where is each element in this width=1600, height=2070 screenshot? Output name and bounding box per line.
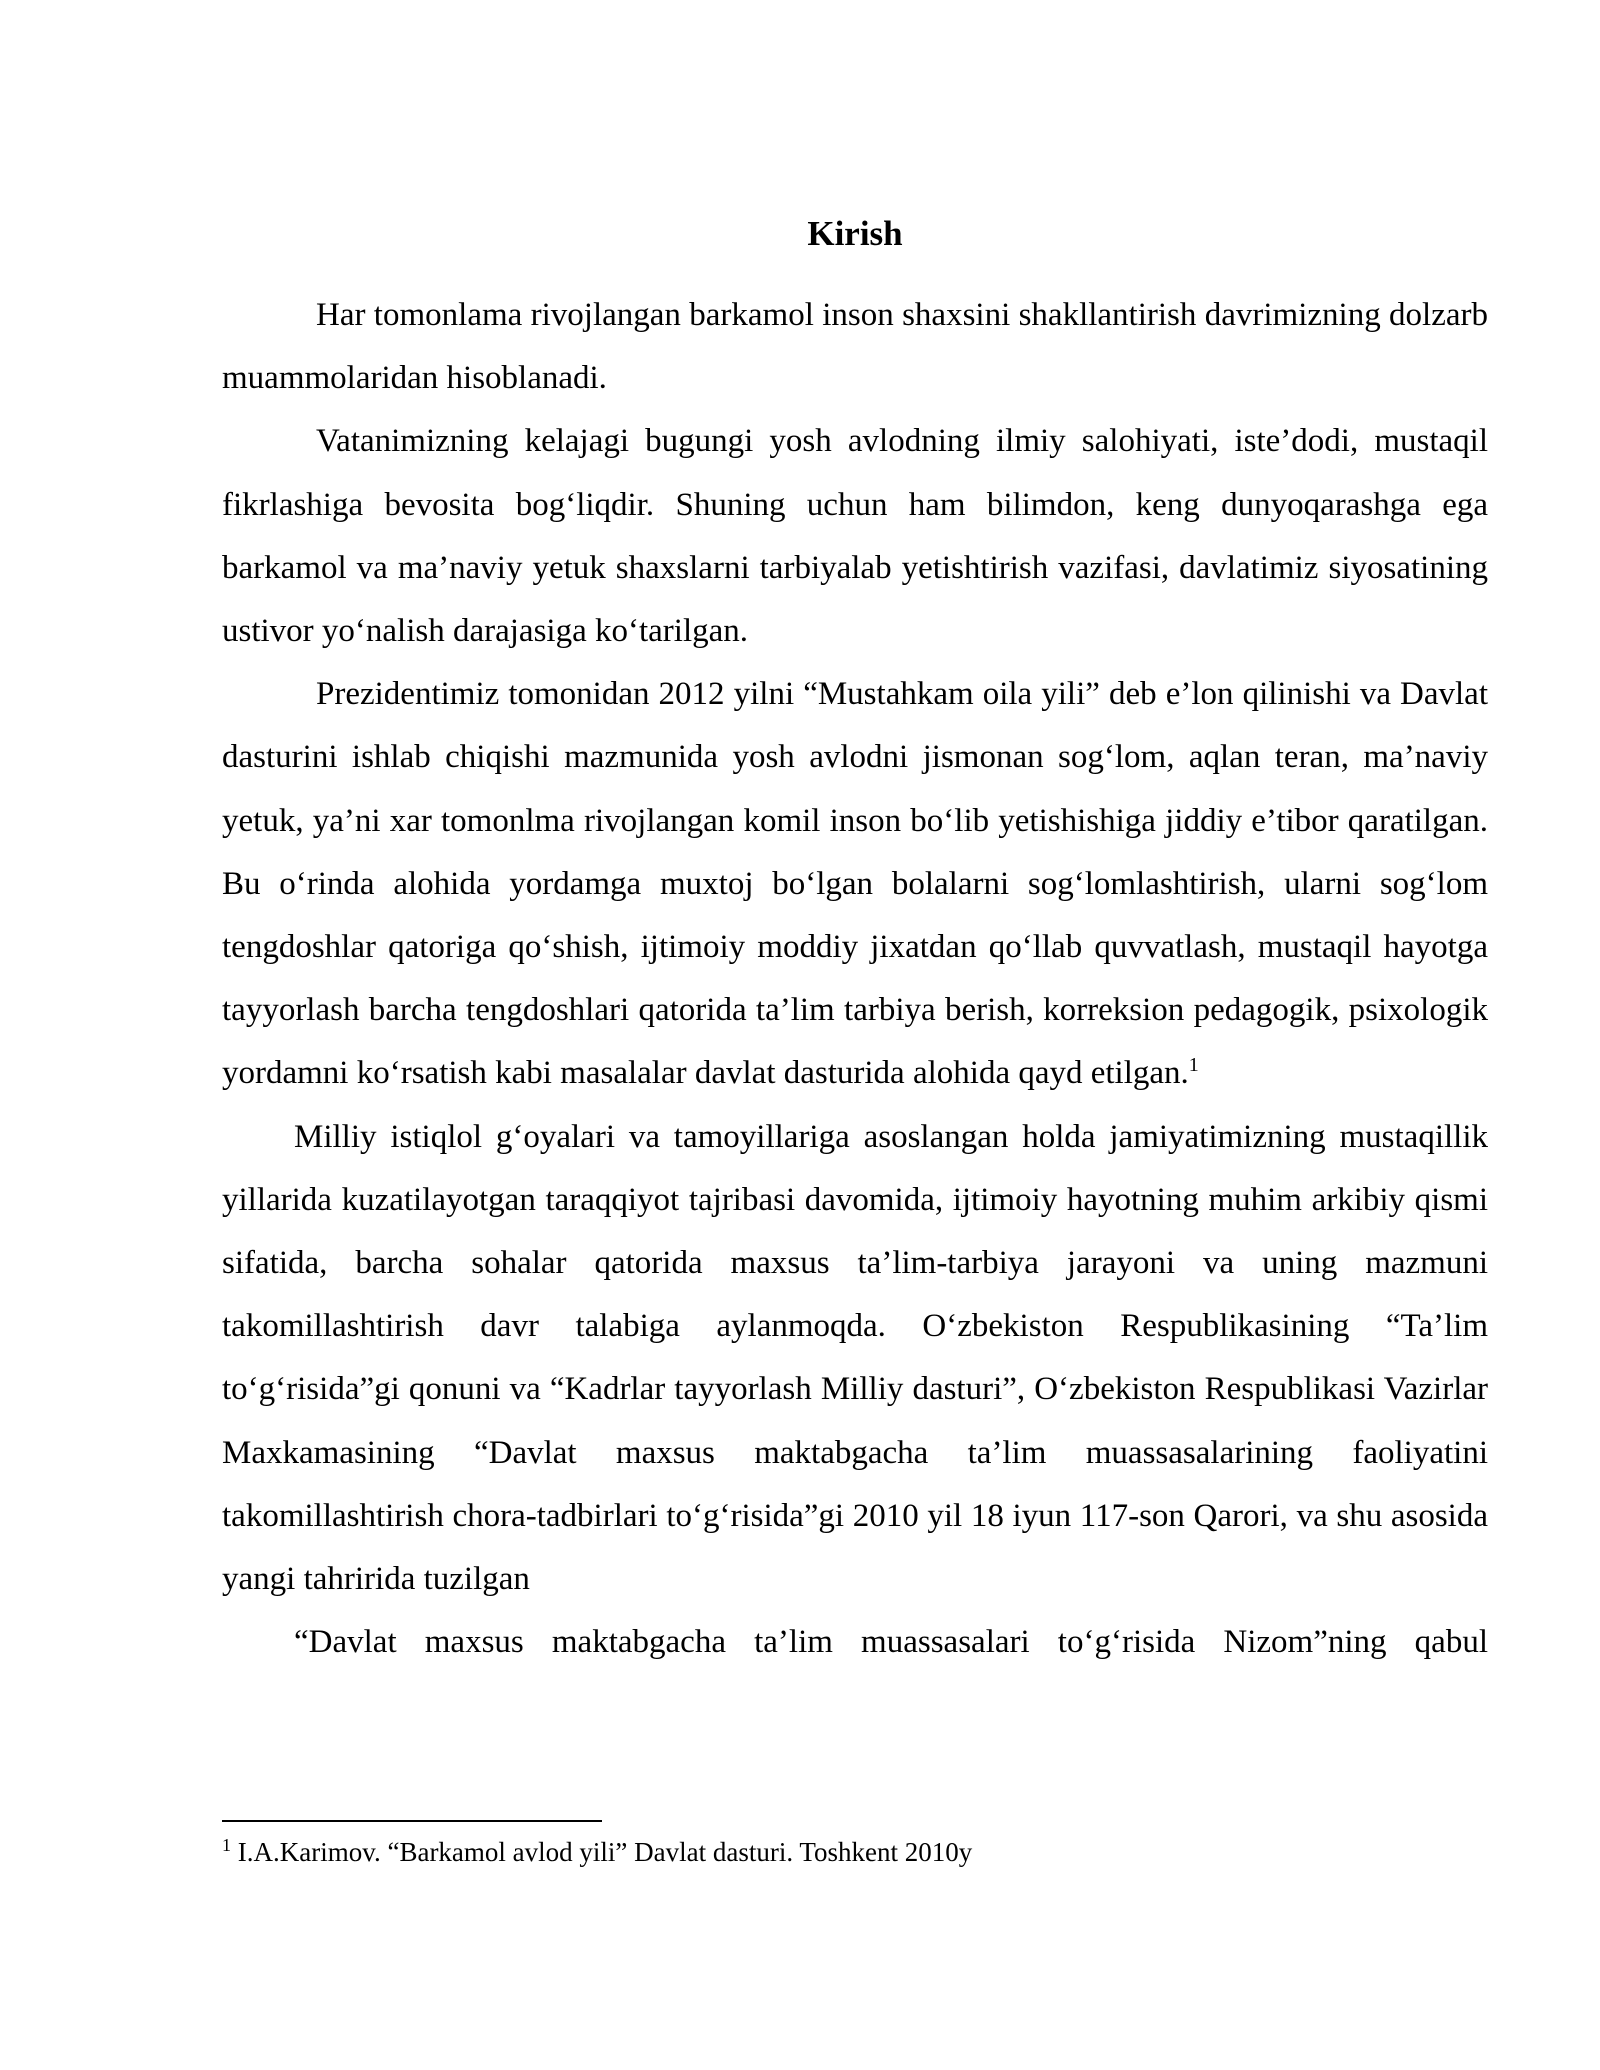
footnote-mark: 1 [222,1835,231,1855]
paragraph-4-text: Milliy istiqlol g‘oyalari va tamoyillariga asoslangan holda jamiyatimizning mustaqillik yillarida kuzatilayotgan taraqqiyot tajribasi davomida, ijtimoiy hayotning muhim arkibiy qismi sifatida, barcha sohalar qatorida maxsus ta’lim-tarbiya jarayoni va uning mazmuni takomillashtirish davr talabiga aylanmoqda. O‘zbekiston Respublikasining “Ta’lim to‘g‘risida”gi qonuni va “Kadrlar tayyorlash Milliy dasturi”, O‘zbekiston Respublikasi Vazirlar Maxkamasining “Davlat maxsus maktabgacha ta’lim muassasalarining faoliyatini takomillashtirish chora-tadbirlari to‘g‘risida”gi 2010 yil 18 iyun 117-son Qarori, va shu asosida yangi tahririda tuzilgan [222,1118,1488,1598]
footnote-text: I.A.Karimov. “Barkamol avlod yili” Davlat dasturi. Toshkent 2010y [231,1837,973,1867]
paragraph-3 [222,663,1488,1105]
page-title: Kirish [807,214,903,253]
paragraph-2: Vatanimizning kelajagi bugungi yosh avlodning ilmiy salohiyati, iste’dodi, mustaqil fikrlashiga bevosita bog‘liqdir. Shuning uchun ham bilimdon, keng dunyoqarashga ega barkamol va ma’naviy yetuk shaxslarni tarbiyalab yetishtirish vazifasi, davlatimiz siyosatining ustivor yo‘nalish darajasiga ko‘tarilgan. [222,423,1488,650]
footnote-reference[interactable]: 1 [1188,1054,1199,1077]
paragraph-1: Har tomonlama rivojlangan barkamol inson shaxsini shakllantirish davrimizning dolzarb muammolaridan hisoblanadi. [222,297,1488,397]
footnote-section [222,1820,1488,1872]
footnote [222,1832,1488,1872]
paragraph-4-last-line: “Davlat maxsus maktabgacha ta’lim muassasalari to‘g‘risida Nizom”ning qabul [294,1624,1488,1661]
paragraph-4 [222,1106,1488,1675]
footnote-separator [222,1820,602,1822]
paragraph-3-text: Prezidentimiz tomonidan 2012 yilni “Mustahkam oila yili” deb e’lon qilinishi va Davlat dasturini ishlab chiqishi mazmunida yosh avlodni jismonan sog‘lom, aqlan teran, ma’naviy yetuk, ya’ni xar tomonlma rivojlangan komil inson bo‘lib yetishishiga jiddiy e’tibor qaratilgan. Bu o‘rinda alohida yordamga muxtoj bo‘lgan bolalarni sog‘lomlashtirish, ularni sog‘lom tengdoshlar qatoriga qo‘shish, ijtimoiy moddiy jixatdan qo‘llab quvvatlash, mustaqil hayotga tayyorlash barcha tengdoshlari qatorida ta’lim tarbiya berish, korreksion pedagogik, psixologik yordamni ko‘rsatish kabi masalalar davlat dasturida alohida qayd etilgan. [222,676,1488,1092]
main-text [222,204,1488,1674]
